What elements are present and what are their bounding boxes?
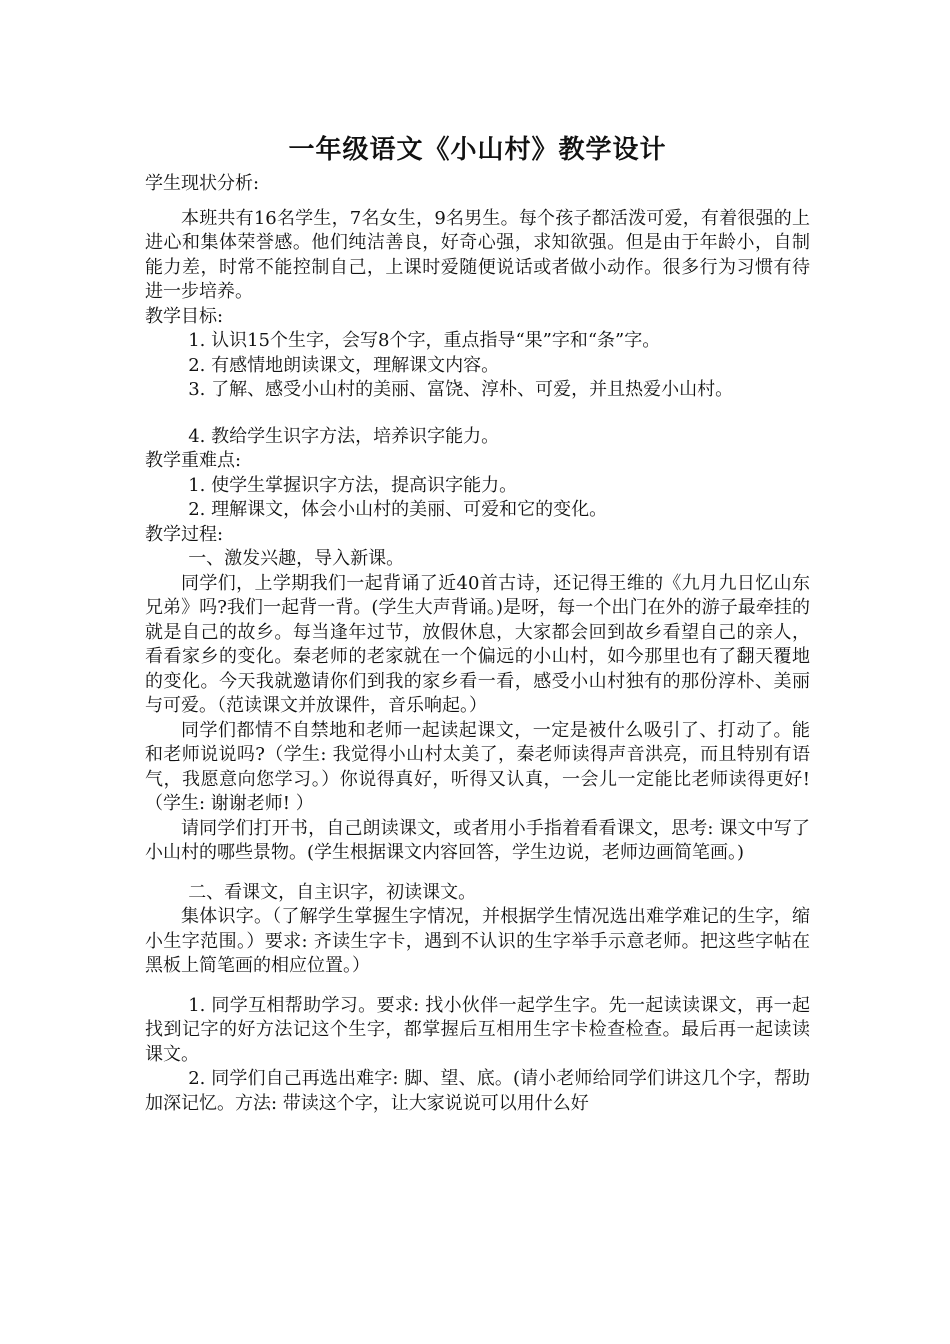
process-part1-title: 一、激发兴趣，导入新课。: [188, 548, 405, 569]
process-part1-paragraph-1: 同学们，上学期我们一起背诵了近40首古诗，还记得王维的《九月九日忆山东兄弟》吗?我们一起背一背。(学生大声背诵。)是呀，每一个出门在外的游子最牵挂的就是自己的故乡。每当逢年过节，放假休息，大家都会回到故乡看望自己的亲人，看看家乡的变化。秦老师的老家就在一个偏远的小山村，如今那里也有了翻天覆地的变化。今天我就邀请你们到我的家乡看一看，感受小山村独有的那份淳朴、美丽与可爱。（范读课文并放课件，音乐响起。）: [145, 572, 810, 716]
process-part2-paragraph-1: 集体识字。（了解学生掌握生字情况，并根据学生情况选出难学难记的生字，缩小生字范围。）要求: 齐读生字卡，遇到不认识的生字举手示意老师。把这些字帖在黑板上简笔画的相应位置。）: [145, 906, 810, 976]
goal-item-4: 4. 教给学生识字方法，培养识字能力。: [188, 425, 500, 447]
goal-item-2: 2. 有感情地朗读课文，理解课文内容。: [188, 354, 500, 376]
process-part1-paragraph-3: 请同学们打开书，自己朗读课文，或者用小手指着看看课文，思考: 课文中写了小山村的哪些景物。(学生根据课文内容回答，学生边说，老师边画简笔画。): [145, 817, 810, 863]
goal-item-3: 3. 了解、感受小山村的美丽、富饶、淳朴、可爱，并且热爱小山村。: [188, 379, 734, 400]
document-title: 一年级语文《小山村》教学设计: [288, 135, 667, 165]
document-body: [145, 128, 810, 1116]
key-point-item-2: 2. 理解课文，体会小山村的美丽、可爱和它的变化。: [188, 499, 608, 520]
goals-heading: 教学目标:: [145, 305, 224, 327]
goal-item-1: 1. 认识15个生字，会写8个字，重点指导“果”字和“条”字。: [188, 330, 661, 351]
process-part2-title: 二、看课文，自主识字，初读课文。: [188, 881, 477, 903]
key-points-heading: 教学重难点:: [145, 450, 242, 471]
process-part2-paragraph-3: 2. 同学们自己再选出难字: 脚、望、底。(请小老师给同学们讲这几个字，帮助加深记忆。方法: 带读这个字，让大家说说可以用什么好: [145, 1068, 810, 1114]
student-status-heading: 学生现状分析:: [145, 173, 260, 194]
process-heading: 教学过程:: [145, 523, 224, 545]
process-part2-paragraph-2: 1. 同学互相帮助学习。要求: 找小伙伴一起学生字。先一起读读课文，再一起找到记字的好方法记这个生字，都掌握后互相用生字卡检查检查。最后再一起读读课文。: [145, 994, 810, 1065]
key-point-item-1: 1. 使学生掌握识字方法，提高识字能力。: [188, 474, 518, 496]
process-part1-paragraph-2: 同学们都情不自禁地和老师一起读起课文，一定是被什么吸引了、打动了。能和老师说说吗?（学生: 我觉得小山村太美了，秦老师读得声音洪亮，而且特别有语气，我愿意向您学习。）你说得真好，听得又认真，一会儿一定能比老师读得更好! （学生: 谢谢老师! ）: [145, 719, 810, 814]
student-status-paragraph: 本班共有16名学生，7名女生，9名男生。每个孩子都活泼可爱，有着很强的上进心和集体荣誉感。他们纯洁善良，好奇心强，求知欲强。但是由于年龄小，自制能力差，时常不能控制自己，上课时爱随便说话或者做小动作。很多行为习惯有待进一步培养。: [145, 207, 810, 302]
